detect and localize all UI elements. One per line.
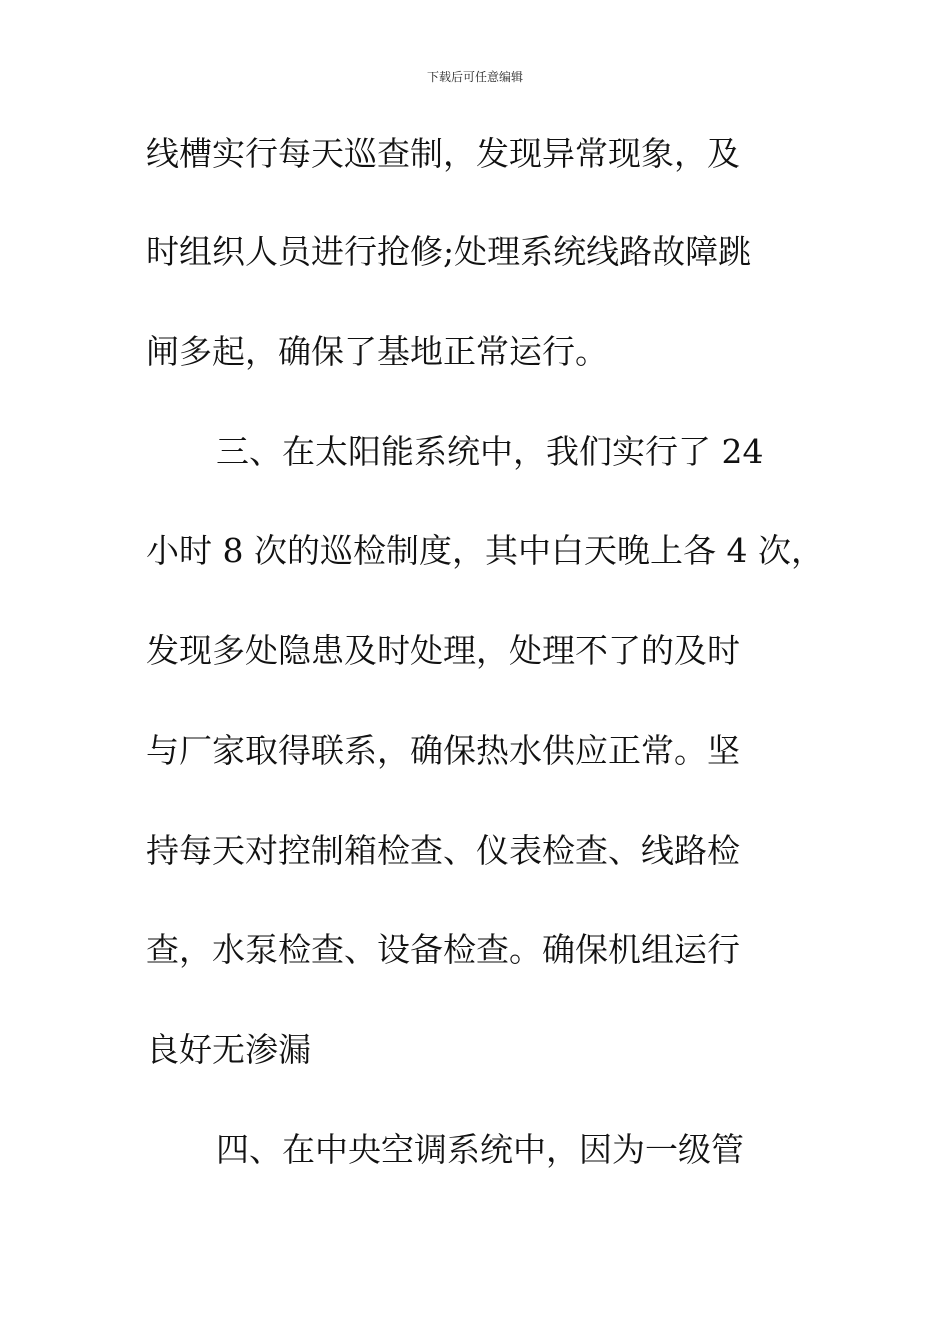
paragraph-start-line: 四、在中央空调系统中，因为一级管	[216, 1130, 744, 1169]
text-line: 发现多处隐患及时处理，处理不了的及时	[146, 631, 740, 670]
paragraph-start-line: 三、在太阳能系统中，我们实行了 24	[216, 432, 764, 471]
text-line: 时组织人员进行抢修;处理系统线路故障跳	[146, 232, 752, 271]
text-line: 良好无渗漏	[146, 1030, 311, 1069]
text-line: 小时 8 次的巡检制度，其中白天晚上各 4 次，	[146, 531, 824, 570]
text-line: 线槽实行每天巡查制，发现异常现象，及	[146, 134, 740, 173]
text-line: 闸多起，确保了基地正常运行。	[146, 332, 608, 371]
text-line: 与厂家取得联系，确保热水供应正常。坚	[146, 731, 740, 770]
text-line: 持每天对控制箱检查、仪表检查、线路检	[146, 831, 740, 870]
page-header: 下载后可任意编辑	[426, 70, 523, 84]
text-line: 查，水泵检查、设备检查。确保机组运行	[146, 930, 740, 969]
